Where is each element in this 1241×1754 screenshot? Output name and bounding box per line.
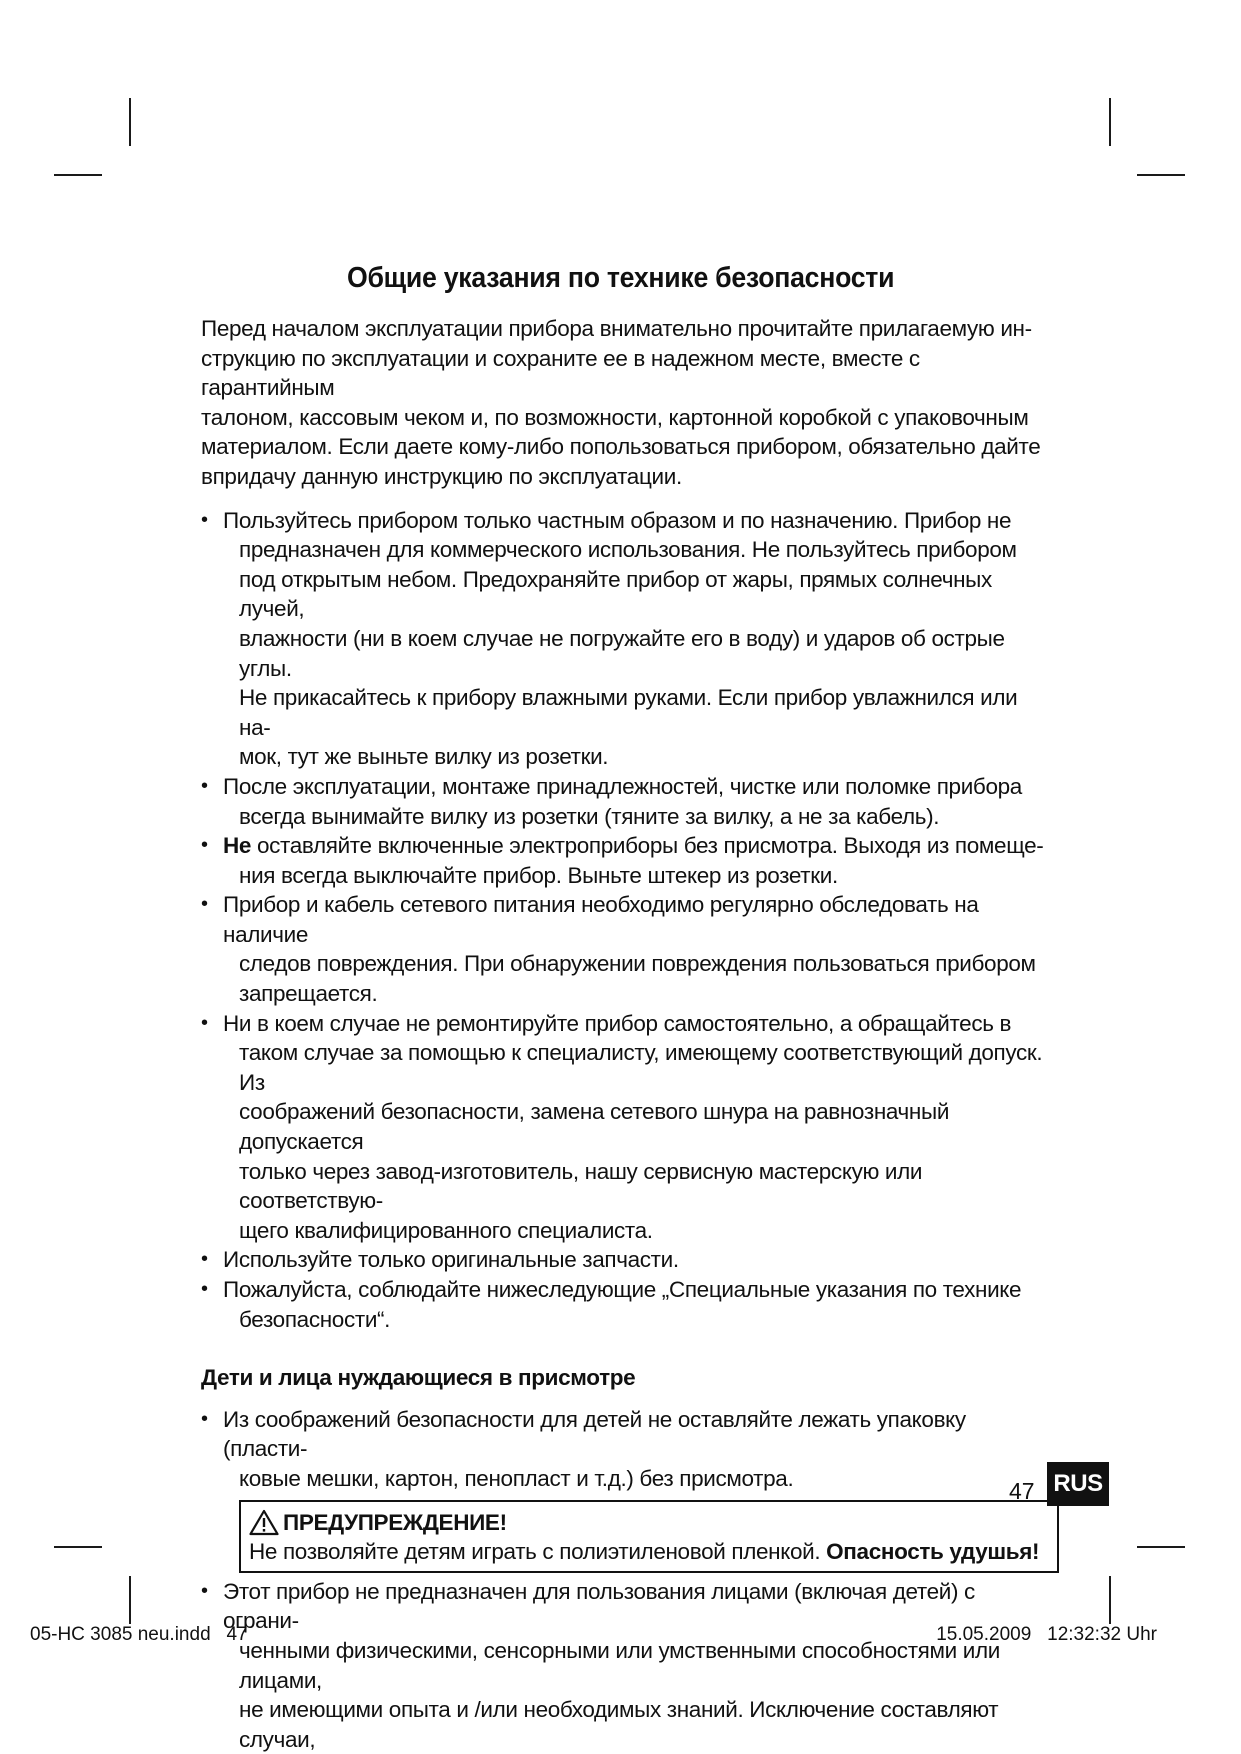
- warning-box: [239, 1500, 1059, 1573]
- bold-lead: Не: [223, 833, 252, 859]
- page-title: Общие указания по технике безопасности: [347, 262, 895, 294]
- crop-mark-bottom-left-vertical: [129, 1576, 131, 1624]
- bullet-line: таком случае за помощью к специалисту, имеющему соответствующий допуск. Из: [239, 1040, 1043, 1095]
- bullet-line: ковые мешки, картон, пенопласт и т.д.) без присмотра.: [239, 1465, 794, 1491]
- children-bullet-list: [201, 1405, 1051, 1494]
- footer-timestamp: 15.05.2009 12:32:32 Uhr: [936, 1624, 1157, 1645]
- bullet-line: соображений безопасности, замена сетевого шнура на равнозначный допускается: [239, 1099, 950, 1155]
- bullet-line: влажности (ни в коем случае не погружайте его в воду) и ударов об острые углы.: [239, 625, 1005, 681]
- bullet-item: [201, 1245, 1051, 1275]
- bullet-item: [201, 890, 1051, 1008]
- bullet-line: ченными физическими, сенсорными или умственными способностями или лицами,: [239, 1637, 1000, 1693]
- bullet-line: • Пожалуйста, соблюдайте нижеследующие „Специальные указания по технике: [223, 1277, 1022, 1302]
- bullet-line: не имеющими опыта и /или необходимых знаний. Исключение составляют случаи,: [239, 1697, 999, 1752]
- warning-text: [249, 1537, 1047, 1567]
- intro-line: струкцию по эксплуатации и сохраните ее в надежном месте, вместе с гарантийным: [201, 345, 920, 401]
- crop-mark-bottom-right-horizontal: [1137, 1546, 1185, 1548]
- intro-line: Перед началом эксплуатации прибора внимательно прочитайте прилагаемую ин-: [201, 316, 1032, 341]
- intro-line: талоном, кассовым чеком и, по возможности, картонной коробкой с упаковочным: [201, 404, 1029, 430]
- bullet-line: только через завод-изготовитель, нашу сервисную мастерскую или соответствую-: [239, 1158, 923, 1214]
- page-number: 47: [1009, 1478, 1035, 1504]
- bullet-line: предназначен для коммерческого использования. Не пользуйтесь прибором: [239, 537, 1017, 563]
- bullet-line: • Из соображений безопасности для детей не оставляйте лежать упаковку (пласти-: [223, 1406, 966, 1462]
- bullet-line: запрещается.: [239, 981, 378, 1007]
- bullet-item: [201, 772, 1051, 831]
- bullet-line: • Ни в коем случае не ремонтируйте прибор самостоятельно, а обращайтесь в: [223, 1010, 1012, 1036]
- bullet-line: безопасности“.: [239, 1306, 391, 1332]
- bullet-item: [201, 506, 1051, 772]
- bullet-line: • Используйте только оригинальные запчасти.: [223, 1247, 679, 1273]
- crop-mark-top-right-vertical: [1109, 98, 1111, 146]
- bullet-line: • Прибор и кабель сетевого питания необходимо регулярно обследовать на наличие: [223, 892, 979, 947]
- section-heading: Дети и лица нуждающиеся в присмотре: [201, 1365, 636, 1391]
- document-body: [201, 314, 1051, 1754]
- bullet-item: [201, 1577, 1051, 1754]
- warning-body: Не позволяйте детям играть с полиэтиленовой пленкой.: [249, 1539, 827, 1565]
- crop-mark-top-right-horizontal: [1137, 174, 1185, 176]
- bullet-line: • После эксплуатации, монтаже принадлежностей, чистке или поломке прибора: [223, 773, 1022, 799]
- bullet-line: следов повреждения. При обнаружении повреждения пользоваться прибором: [239, 951, 1036, 977]
- language-badge: RUS: [1047, 1462, 1109, 1506]
- crop-mark-top-left-horizontal: [54, 174, 102, 176]
- bullet-line: под открытым небом. Предохраняйте прибор от жары, прямых солнечных лучей,: [239, 566, 992, 622]
- bullet-item: [201, 1405, 1051, 1494]
- footer-file-info: 05-HC 3085 neu.indd 47: [30, 1624, 248, 1645]
- bullet-line: • Этот прибор не предназначен для пользования лицами (включая детей) с ограни-: [223, 1578, 975, 1634]
- warning-triangle-icon: [249, 1509, 279, 1536]
- bullet-item: [201, 831, 1051, 890]
- crop-mark-bottom-left-horizontal: [54, 1546, 102, 1548]
- safety-bullet-list: [201, 506, 1051, 1335]
- crop-mark-bottom-right-vertical: [1109, 1576, 1111, 1624]
- bullet-line: всегда вынимайте вилку из розетки (тяните за вилку, а не за кабель).: [239, 803, 940, 829]
- bullet-line: Не прикасайтесь к прибору влажными руками. Если прибор увлажнился или на-: [239, 685, 1018, 740]
- warning-label: ПРЕДУПРЕЖДЕНИЕ!: [283, 1509, 507, 1535]
- intro-line: материалом. Если даете кому-либо попользоваться прибором, обязательно дайте: [201, 434, 1041, 460]
- children-bullet-list-2: [201, 1577, 1051, 1754]
- crop-mark-top-left-vertical: [129, 98, 131, 146]
- warning-emphasis: Опасность удушья!: [826, 1539, 1040, 1565]
- bullet-item: [201, 1275, 1051, 1334]
- bullet-line: • Пользуйтесь прибором только частным образом и по назначению. Прибор не: [223, 507, 1012, 533]
- bullet-text: оставляйте включенные электроприборы без присмотра. Выходя из помеще-: [251, 833, 1044, 859]
- intro-paragraph: [201, 314, 1051, 492]
- bullet-line: мок, тут же выньте вилку из розетки.: [239, 744, 609, 770]
- warning-header: [249, 1508, 1047, 1538]
- intro-line: впридачу данную инструкцию по эксплуатации.: [201, 463, 682, 489]
- bullet-item: [201, 1009, 1051, 1246]
- bullet-line: ния всегда выключайте прибор. Выньте штекер из розетки.: [239, 862, 838, 888]
- bullet-line: [223, 831, 1051, 861]
- bullet-line: щего квалифицированного специалиста.: [239, 1217, 653, 1243]
